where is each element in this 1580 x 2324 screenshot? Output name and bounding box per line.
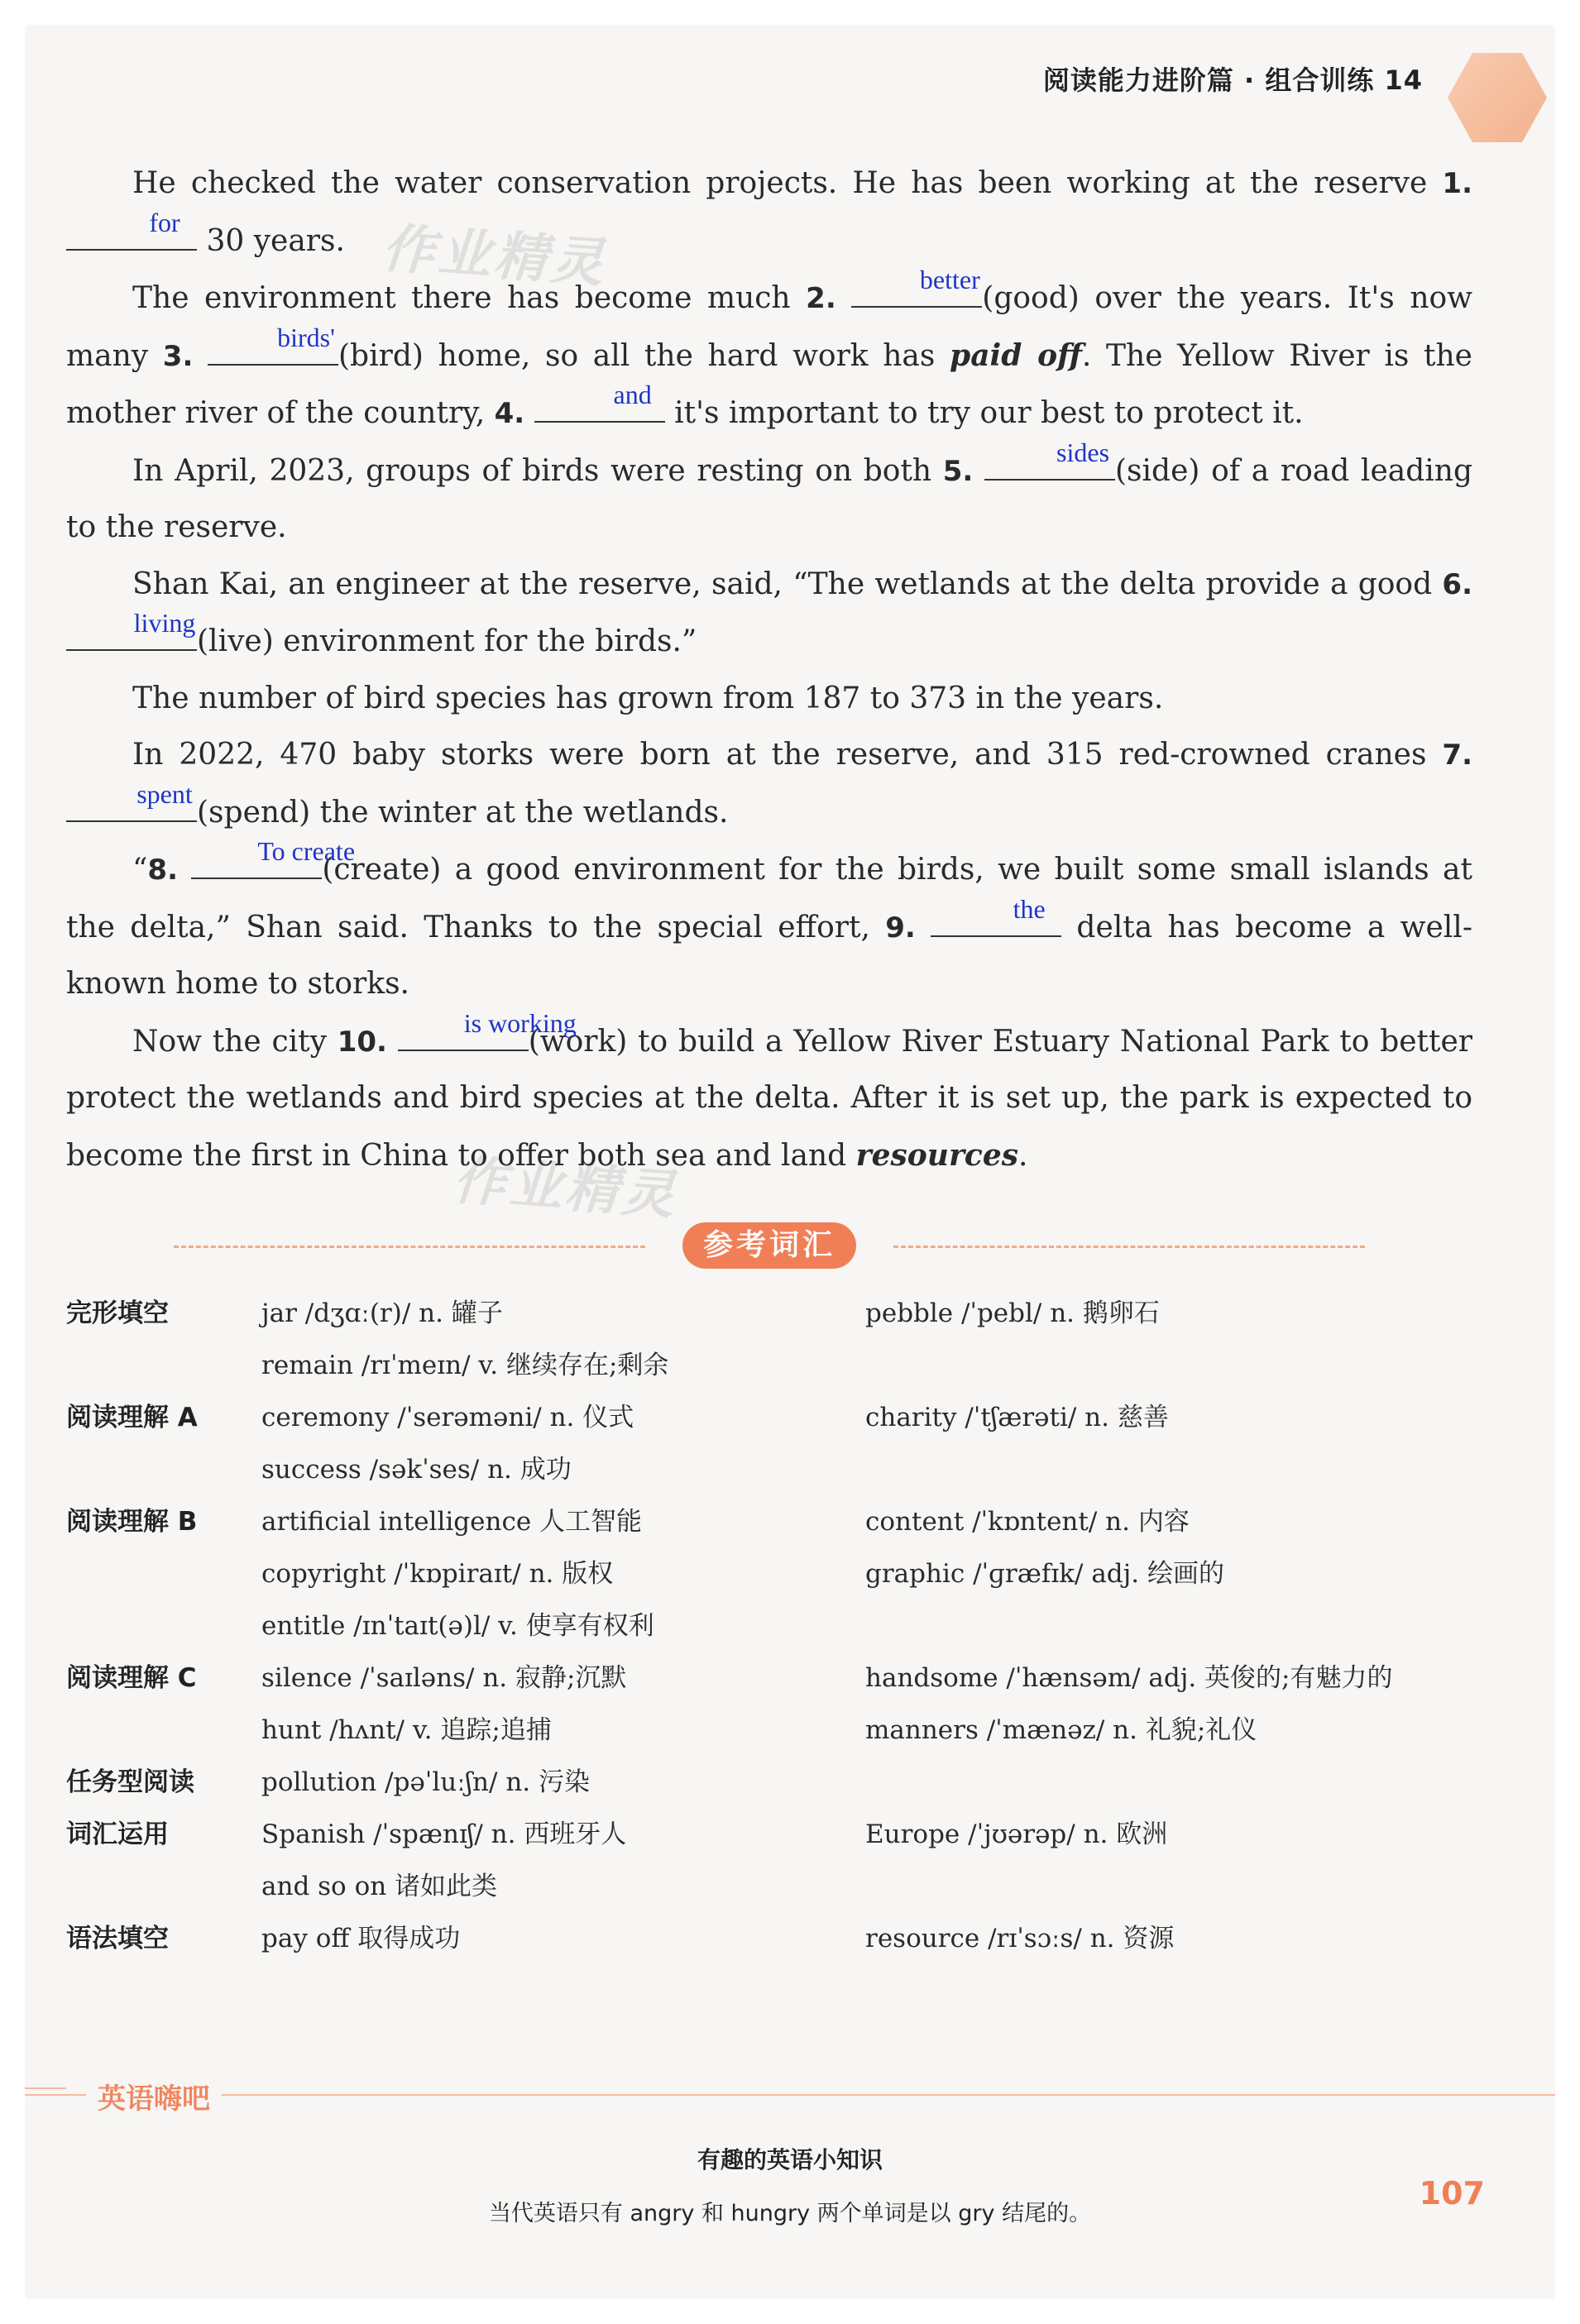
answer-text: birds' [277,322,335,352]
vocabulary-row [66,1917,1472,1969]
vocabulary-entry: Spanish /ˈspænɪʃ/ n. 西班牙人 [261,1820,627,1849]
answer-text: To create [257,836,356,866]
blank-number: 3. [162,339,194,373]
blank-number: 4. [494,397,525,430]
vocabulary-category: 阅读理解 B [66,1507,198,1537]
vocabulary-list [66,1292,1472,1969]
answer-blank[interactable] [208,322,338,366]
vocabulary-category: 阅读理解 A [66,1403,198,1432]
vocabulary-row [66,1865,1472,1917]
vocabulary-entry: manners /ˈmænəz/ n. 礼貌;礼仪 [865,1715,1257,1745]
vocabulary-title: 参考词汇 [682,1222,856,1269]
vocabulary-category: 语法填空 [66,1924,169,1953]
vocabulary-row [66,1813,1472,1865]
vocabulary-row [66,1761,1472,1813]
paragraph: He checked the water conservation projects. He has been working at the reserve 1. for 30 years. [66,155,1472,270]
vocabulary-entry: handsome /ˈhænsəm/ adj. 英俊的;有魅力的 [865,1663,1393,1693]
vocabulary-entry: success /səkˈses/ n. 成功 [261,1455,572,1485]
answer-text: spent [136,778,193,809]
vocabulary-entry: jar /dʒɑː(r)/ n. 罐子 [261,1298,503,1328]
paragraph: Shan Kai, an engineer at the reserve, said, “The wetlands at the delta provide a good 6. living (live) environment for the birds.” [66,557,1472,671]
blank-number: 6. [1442,567,1472,601]
vocabulary-row [66,1448,1472,1500]
vocabulary-category: 阅读理解 C [66,1663,197,1693]
vocabulary-entry: copyright /ˈkɒpiraɪt/ n. 版权 [261,1559,614,1589]
vocabulary-category: 任务型阅读 [66,1767,194,1797]
answer-blank[interactable] [398,1007,577,1051]
vocabulary-entry: entitle /ɪnˈtaɪt(ə)l/ v. 使享有权利 [261,1611,654,1641]
vocabulary-entry: graphic /ˈɡræfɪk/ adj. 绘画的 [865,1559,1224,1589]
vocabulary-entry: remain /rɪˈmeɪn/ v. 继续存在;剩余 [261,1351,669,1380]
section-header: 阅读能力进阶篇 · 组合训练 14 [1042,65,1423,96]
paragraph: Now the city 10. is working (work) to build a Yellow River Estuary National Park to better protect the wetlands and bird species at the delta. After it is set up, the park is expected to become the first in China to offer both sea and land resources. [66,1013,1472,1185]
divider [25,2087,66,2089]
paragraph: “8. To create (create) a good environment for the birds, we built some small islands at the delta,” Shan said. Thanks to the special effort, 9. the delta has become a well-known home to storks. [66,841,1472,1013]
answer-blank[interactable] [984,437,1115,481]
paragraph: In 2022, 470 baby storks were born at the reserve, and 315 red-crowned cranes 7. spent (spend) the winter at the wetlands. [66,727,1472,841]
answer-text: the [1013,893,1046,924]
vocabulary-entry: pay off 取得成功 [261,1924,461,1953]
answer-blank[interactable] [851,265,982,308]
blank-number: 1. [1442,167,1472,200]
vocabulary-row [66,1292,1472,1344]
page-number: 107 [1419,2175,1485,2212]
emphasized-phrase: resources [855,1137,1019,1173]
trivia-title: 有趣的英语小知识 [697,2146,883,2173]
answer-text: and [613,380,652,409]
answer-text: sides [1056,437,1110,467]
blank-number: 2. [806,282,836,315]
answer-blank[interactable] [931,893,1061,937]
vocabulary-title-row [174,1222,1365,1272]
blank-number: 9. [885,911,916,944]
paragraph: The environment there has become much 2. better (good) over the years. It's now many 3. birds' (bird) home, so all the hard work has paid off. The Yellow River is the mother river of the country, 4. and it's important to try our best to protect it. [66,270,1472,442]
divider [174,1246,645,1248]
vocabulary-entry: Europe /ˈjʊərəp/ n. 欧洲 [865,1820,1168,1849]
blank-number: 8. [147,854,178,887]
vocabulary-entry: and so on 诸如此类 [261,1872,498,1901]
vocabulary-entry: resource /rɪˈsɔːs/ n. 资源 [865,1924,1175,1953]
answer-blank[interactable] [66,207,197,251]
vocabulary-entry: hunt /hʌnt/ v. 追踪;追捕 [261,1715,552,1745]
vocabulary-entry: charity /ˈtʃærəti/ n. 慈善 [865,1403,1169,1432]
watermark: 作业精灵 [451,1150,680,1227]
blank-number: 10. [337,1025,387,1059]
answer-blank[interactable] [66,608,197,651]
answer-blank[interactable] [534,380,665,423]
vocabulary-row [66,1709,1472,1761]
answer-text: is working [463,1007,577,1038]
vocabulary-entry: pebble /ˈpebl/ n. 鹅卵石 [865,1298,1160,1328]
vocabulary-row [66,1500,1472,1552]
vocabulary-row [66,1552,1472,1604]
paragraph: In April, 2023, groups of birds were resting on both 5. sides (side) of a road leading to the reserve. [66,442,1472,557]
vocabulary-entry: silence /ˈsaɪləns/ n. 寂静;沉默 [261,1663,627,1693]
vocabulary-entry: content /ˈkɒntent/ n. 内容 [865,1507,1190,1537]
divider [893,1246,1365,1248]
answer-text: living [133,608,196,638]
vocabulary-entry: pollution /pəˈluːʃn/ n. 污染 [261,1767,590,1797]
watermark: 作业精灵 [380,218,609,295]
vocabulary-entry: ceremony /ˈserəməni/ n. 仪式 [261,1403,634,1432]
blank-number: 5. [942,454,974,488]
footer-label: 英语嗨吧 [86,2076,222,2116]
vocabulary-row [66,1396,1472,1448]
vocabulary-row [66,1604,1472,1657]
answer-text: for [149,207,180,237]
answer-blank[interactable] [191,836,356,879]
vocabulary-entry: artificial intelligence 人工智能 [261,1507,643,1537]
vocabulary-row [66,1344,1472,1396]
answer-blank[interactable] [66,778,197,822]
emphasized-phrase: paid off [950,337,1082,373]
vocabulary-category: 词汇运用 [66,1820,169,1849]
vocabulary-row [66,1657,1472,1709]
trivia-text: 当代英语只有 angry 和 hungry 两个单词是以 gry 结尾的。 [488,2201,1092,2226]
cloze-passage [66,155,1472,1184]
vocabulary-category: 完形填空 [66,1298,169,1328]
answer-text: better [919,265,980,294]
divider [25,2094,1555,2096]
blank-number: 7. [1442,739,1472,772]
paragraph: The number of bird species has grown from 187 to 373 in the years. [132,681,1164,715]
